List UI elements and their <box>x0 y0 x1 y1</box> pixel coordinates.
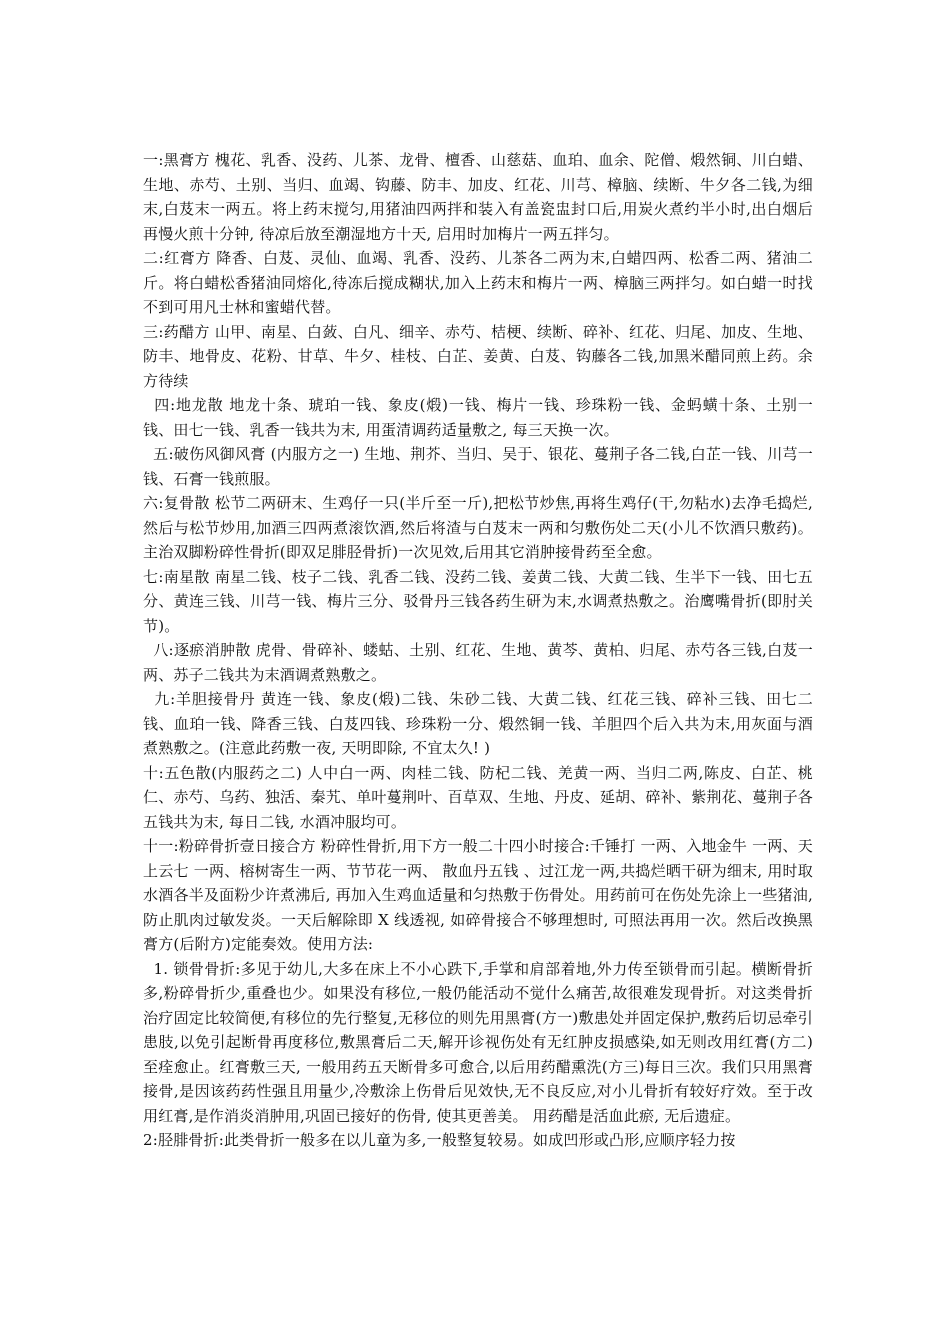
recipe-11-comminuted-fracture: 十一:粉碎骨折壹日接合方 粉碎性骨折,用下方一般二十四小时接合:千锤打 一两、入地金牛 一两、天上云七 一两、榕树寄生一两、节节花一两、 散血丹五钱 、过江龙一两,共捣烂晒干研为细末, 用时取水酒各半及面粉少许煮沸后, 再加入生鸡血适量和匀热敷于伤骨处。用药前可在伤处先涂上一些猪油, 防止肌肉过敏发炎。一天后解除即 X 线透视, 如碎骨接合不够理想时, 可照法再用一次。然后改换黑膏方(后附方)定能奏效。使用方法: <box>143 837 818 953</box>
recipe-8-stasis-swelling-powder: 八:逐瘀消肿散 虎骨、骨碎补、蝼蛄、土别、红花、生地、黄芩、黄柏、归尾、赤芍各三钱,白芨一两、苏子二钱共为末酒调煮熟敷之。 <box>143 641 813 684</box>
usage-2-tibia-fibula-fracture: 2:胫腓骨折:此类骨折一般多在以儿童为多,一般整复较易。如成凹形或凸形,应顺序轻力按 <box>143 1131 736 1149</box>
recipe-1-black-plaster: 一:黑膏方 槐花、乳香、没药、儿茶、龙骨、檀香、山慈菇、血珀、血余、陀僧、煅然铜、川白蜡、生地、赤芍、土别、当归、血竭、钩藤、防丰、加皮、红花、川芎、樟脑、续断、牛夕各二钱,为细末,白芨末一两五。将上药末搅匀,用猪油四两拌和装入有盖瓷盅封口后,用炭火煮约半小时,出白烟后再慢火煎十分钟, 待凉后放至潮湿地方十天, 启用时加梅片一两五拌匀。 <box>143 151 813 243</box>
recipe-7-nanxing-powder: 七:南星散 南星二钱、枝子二钱、乳香二钱、没药二钱、姜黄二钱、大黄二钱、生半下一钱、田七五分、黄连三钱、川芎一钱、梅片三分、驳骨丹三钱各药生研为末,水调煮热敷之。治鹰嘴骨折(即肘关节)。 <box>143 567 813 635</box>
recipe-5-tetanus-plaster: 五:破伤风御风膏 (内服方之一) 生地、荆芥、当归、吴于、银花、蔓荆子各二钱,白芷一钱、川芎一钱、石膏一钱煎服。 <box>143 445 814 488</box>
recipe-2-red-plaster: 二:红膏方 降香、白芨、灵仙、血竭、乳香、没药、儿茶各二两为末,白蜡四两、松香二两、猪油二斤。将白蜡松香猪油同熔化,待冻后搅成糊状,加入上药末和梅片一两、樟脑三两拌匀。如白蜡一时找不到可用凡士林和蜜蜡代替。 <box>143 249 813 316</box>
document-body <box>143 148 823 1153</box>
recipe-10-five-color-powder: 十:五色散(内服药之二) 人中白一两、肉桂二钱、防杞二钱、羌黄一两、当归二两,陈皮、白芷、桃仁、赤芍、乌药、独活、秦艽、单叶蔓荆叶、百草双、生地、丹皮、延胡、碎补、紫荆花、蔓荆子各五钱共为末, 每日二钱, 水酒冲服均可。 <box>143 763 813 831</box>
recipe-3-medicinal-vinegar: 三:药醋方 山甲、南星、白蔹、白凡、细辛、赤芍、桔梗、续断、碎补、红花、归尾、加皮、生地、防丰、地骨皮、花粉、甘草、牛夕、桂枝、白芷、姜黄、白芨、钩藤各二钱,加黑米醋同煎上药。余方待续 <box>143 322 813 390</box>
recipe-4-dilong-powder: 四:地龙散 地龙十条、琥珀一钱、象皮(煅)一钱、梅片一钱、珍珠粉一钱、金蚂蟥十条、土别一钱、田七一钱、乳香一钱共为末, 用蛋清调药适量敷之, 每三天换一次。 <box>143 396 813 439</box>
recipe-9-sheep-bile-pill: 九:羊胆接骨丹 黄连一钱、象皮(煅)二钱、朱砂二钱、大黄二钱、红花三钱、碎补三钱、田七二钱、血珀一钱、降香三钱、白芨四钱、珍珠粉一分、煅然铜一钱、羊胆四个后入共为末,用灰面与酒煮熟敷之。(注意此药敷一夜, 天明即除, 不宜太久! ) <box>143 690 813 757</box>
recipe-6-bone-restoring-powder: 六:复骨散 松节二两研末、生鸡仔一只(半斤至一斤),把松节炒焦,再将生鸡仔(干,勿粘水)去净毛捣烂,然后与松节炒用,加酒三四两煮滚饮酒,然后将渣与白芨末一两和匀敷伤处二天(小儿不饮酒只敷药)。 主治双脚粉碎性骨折(即双足腓胫骨折)一次见效,后用其它消肿接骨药至全愈。 <box>143 494 823 561</box>
usage-1-clavicle-fracture: 1. 锁骨骨折:多见于幼儿,大多在床上不小心跌下,手掌和肩部着地,外力传至锁骨而引起。横断骨折多,粉碎骨折少,重叠也少。如果没有移位,一般仍能活动不觉什么痛苦,故很难发现骨折。对这类骨折治疗固定比较简便,有移位的先行整复,无移位的则先用黑膏(方一)敷患处并固定保护,敷药后切忌牵引患肢,以免引起断骨再度移位,敷黑膏后二天,解开诊视伤处有无红肿皮损感染,如无则改用红膏(方二)至痊愈止。红膏敷三天, 一般用药五天断骨多可愈合,以后用药醋熏洗(方三)每日三次。我们只用黑膏接骨,是因该药药性强且用量少,冷敷涂上伤骨后见效快,无不良反应,对小儿骨折有较好疗效。至于改用红膏,是作消炎消肿用,巩固已接好的伤骨, 使其更善美。 用药醋是活血此瘀, 无后遗症。 <box>143 959 813 1125</box>
